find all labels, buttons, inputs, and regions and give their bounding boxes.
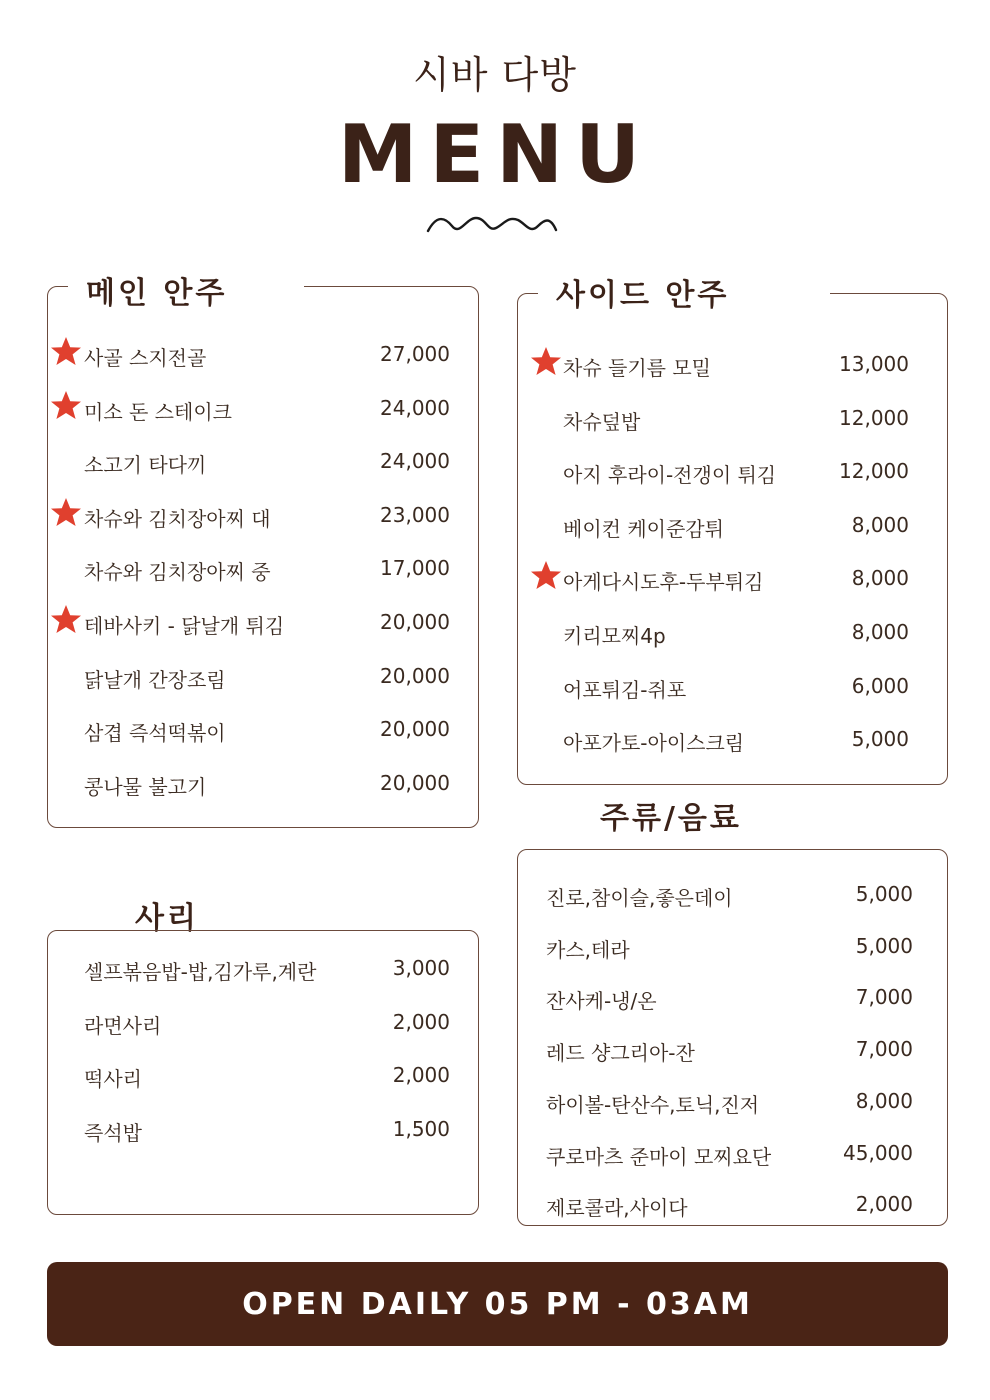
menu-item-name: 어포튀김-쥐포 <box>563 677 687 702</box>
menu-item-name: 베이컨 케이준감튀 <box>563 516 724 541</box>
menu-item-name: 테바사키 - 닭날개 튀김 <box>84 614 285 638</box>
menu-item-name: 하이볼-탄산수,토닉,진저 <box>546 1092 760 1117</box>
menu-item-price: 2,000 <box>855 1192 913 1217</box>
menu-item-price: 20,000 <box>380 770 450 795</box>
menu-item-price: 27,000 <box>380 342 450 366</box>
wave-divider-icon <box>426 212 558 238</box>
menu-item-price: 5,000 <box>851 727 909 752</box>
menu-item-price: 8,000 <box>851 620 909 644</box>
menu-item-name: 차슈와 김치장아찌 대 <box>84 506 271 531</box>
menu-item-price: 5,000 <box>855 882 913 906</box>
menu-item-price: 8,000 <box>851 512 909 537</box>
menu-item-name: 제로콜라,사이다 <box>546 1196 688 1221</box>
menu-item-price: 12,000 <box>839 459 909 484</box>
drinks-title: 주류/음료 <box>582 793 760 837</box>
menu-item-name: 아지 후라이-전갱이 튀김 <box>563 463 777 488</box>
star-icon <box>530 560 562 596</box>
menu-item-name: 닭날개 간장조림 <box>84 667 226 692</box>
menu-item-name: 아게다시도후-두부튀김 <box>563 570 764 595</box>
opening-hours-banner: OPEN DAILY 05 PM - 03AM <box>47 1262 948 1346</box>
sari-title: 사리 <box>117 893 217 937</box>
menu-item-price: 8,000 <box>851 566 909 591</box>
menu-item-name: 레드 샹그리아-잔 <box>546 1041 695 1066</box>
menu-item-price: 8,000 <box>855 1088 913 1113</box>
menu-item-name: 셀프볶음밥-밥,김가루,계란 <box>84 960 317 984</box>
star-icon <box>530 346 562 382</box>
menu-item-name: 라면사리 <box>84 1013 162 1038</box>
menu-item-name: 아포가토-아이스크림 <box>563 731 745 756</box>
menu-item-name: 사골 스지전골 <box>84 346 207 370</box>
menu-item-price: 20,000 <box>380 610 450 634</box>
side-dishes-title: 사이드 안주 <box>538 270 830 314</box>
menu-item-price: 45,000 <box>843 1140 913 1165</box>
menu-item-price: 12,000 <box>839 405 909 430</box>
star-icon <box>50 497 82 533</box>
menu-item-name: 차슈와 김치장아찌 중 <box>84 560 271 585</box>
star-icon <box>50 604 82 640</box>
menu-item-name: 즉석밥 <box>84 1120 142 1145</box>
menu-item-name: 진로,참이슬,좋은데이 <box>546 886 733 910</box>
menu-item-price: 5,000 <box>855 933 913 958</box>
menu-item-price: 20,000 <box>380 663 450 688</box>
main-dishes-title: 메인 안주 <box>68 268 304 312</box>
menu-item-price: 17,000 <box>380 556 450 581</box>
menu-item-price: 24,000 <box>380 449 450 474</box>
menu-item-name: 키리모찌4p <box>563 624 666 648</box>
star-icon <box>50 336 82 372</box>
menu-item-name: 잔사케-냉/온 <box>546 989 657 1014</box>
menu-title: MENU <box>337 108 653 201</box>
menu-item-price: 7,000 <box>855 985 913 1010</box>
menu-item-name: 콩나물 불고기 <box>84 774 207 799</box>
menu-item-name: 쿠로마츠 준마이 모찌요단 <box>546 1144 772 1169</box>
menu-item-name: 차슈 들기름 모밀 <box>563 356 711 380</box>
menu-item-name: 미소 돈 스테이크 <box>84 399 232 424</box>
menu-item-price: 7,000 <box>855 1037 913 1062</box>
menu-item-price: 3,000 <box>392 956 450 980</box>
menu-item-name: 차슈덮밥 <box>563 409 641 434</box>
menu-item-name: 카스,테라 <box>546 937 630 962</box>
menu-item-price: 20,000 <box>380 717 450 742</box>
menu-item-name: 소고기 타다끼 <box>84 453 207 478</box>
menu-item-price: 23,000 <box>380 502 450 527</box>
menu-item-price: 24,000 <box>380 395 450 420</box>
menu-item-price: 13,000 <box>839 352 909 376</box>
menu-item-name: 떡사리 <box>84 1067 142 1092</box>
menu-item-name: 삼겹 즉석떡볶이 <box>84 721 226 746</box>
menu-item-price: 1,500 <box>392 1116 450 1141</box>
cafe-name: 시바 다방 <box>413 53 577 97</box>
menu-item-price: 6,000 <box>851 673 909 698</box>
menu-item-price: 2,000 <box>392 1009 450 1034</box>
star-icon <box>50 390 82 426</box>
menu-item-price: 2,000 <box>392 1063 450 1088</box>
